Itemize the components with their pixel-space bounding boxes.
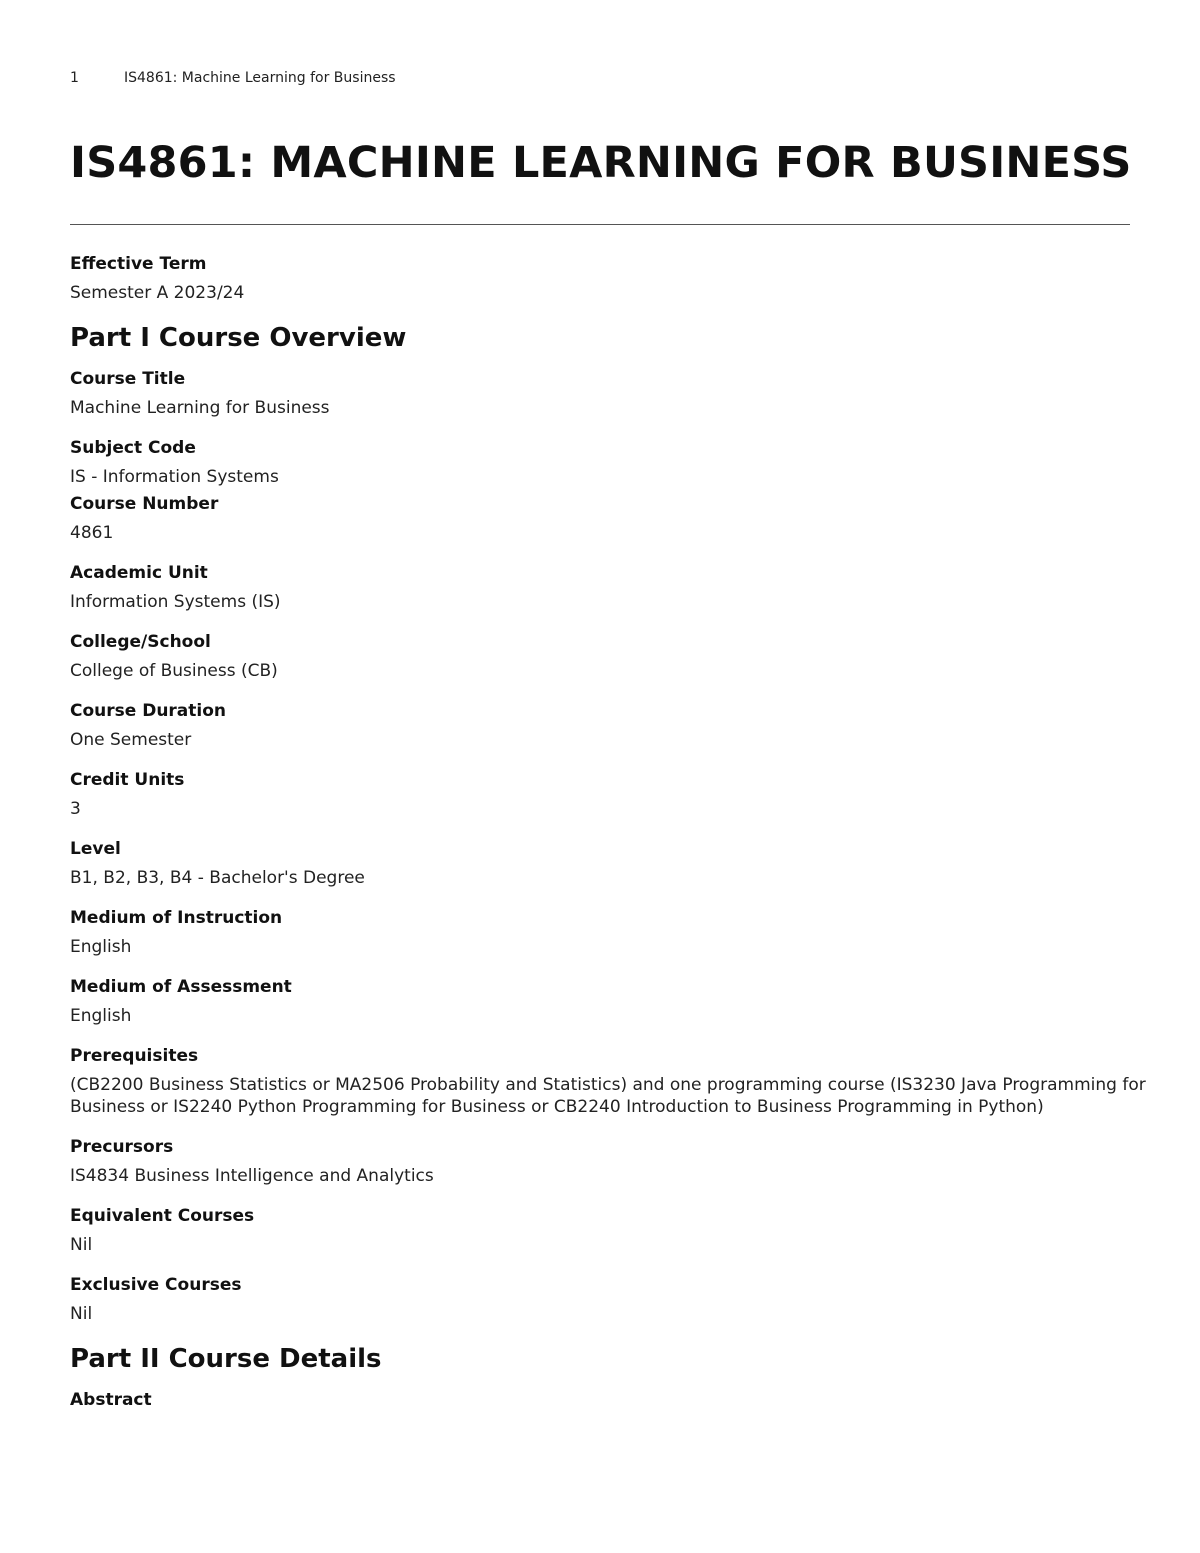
section-heading-part-1: Part I Course Overview [70, 323, 407, 353]
field-credit-units [70, 768, 1170, 820]
field-value: One Semester [70, 730, 192, 750]
running-header-title: IS4861: Machine Learning for Business [124, 70, 396, 86]
document-body [70, 252, 1170, 1429]
field-label: Credit Units [70, 770, 185, 790]
field-label: Precursors [70, 1137, 174, 1157]
field-value: (CB2200 Business Statistics or MA2506 Probability and Statistics) and one programming course (IS3230 Java Programming for Business or IS2240 Python Programming for Business or CB2240 Introduction to Business Programming in Python) [70, 1075, 1146, 1117]
title-divider [70, 224, 1130, 225]
field-subject-code [70, 436, 1170, 488]
field-label: Equivalent Courses [70, 1206, 255, 1226]
field-value: Information Systems (IS) [70, 592, 281, 612]
field-effective-term [70, 252, 1170, 304]
running-header [70, 70, 396, 86]
field-value: IS4834 Business Intelligence and Analytics [70, 1166, 434, 1186]
field-course-title [70, 367, 1170, 419]
field-label: Effective Term [70, 254, 207, 274]
field-precursors [70, 1135, 1170, 1187]
section-heading-part-2: Part II Course Details [70, 1344, 382, 1374]
field-abstract [70, 1388, 1170, 1412]
field-value: Nil [70, 1304, 93, 1324]
field-label: Prerequisites [70, 1046, 199, 1066]
field-label: Medium of Assessment [70, 977, 292, 997]
document-title: IS4861: MACHINE LEARNING FOR BUSINESS [70, 138, 1132, 188]
field-value: Nil [70, 1235, 93, 1255]
field-course-number [70, 492, 1170, 544]
field-value: 3 [70, 799, 81, 819]
field-label: Subject Code [70, 438, 196, 458]
field-value: College of Business (CB) [70, 661, 278, 681]
field-label: Abstract [70, 1390, 152, 1410]
field-label: Level [70, 839, 121, 859]
field-medium-of-instruction [70, 906, 1170, 958]
field-value: Machine Learning for Business [70, 398, 330, 418]
field-label: College/School [70, 632, 211, 652]
field-value: IS - Information Systems [70, 467, 279, 487]
field-label: Course Number [70, 494, 219, 514]
field-prerequisites [70, 1044, 1170, 1118]
page-number: 1 [70, 70, 79, 86]
field-label: Academic Unit [70, 563, 208, 583]
field-course-duration [70, 699, 1170, 751]
field-level [70, 837, 1170, 889]
field-label: Exclusive Courses [70, 1275, 242, 1295]
field-value: English [70, 937, 132, 957]
field-equivalent-courses [70, 1204, 1170, 1256]
field-medium-of-assessment [70, 975, 1170, 1027]
field-exclusive-courses [70, 1273, 1170, 1325]
field-label: Medium of Instruction [70, 908, 283, 928]
field-label: Course Title [70, 369, 186, 389]
field-value: B1, B2, B3, B4 - Bachelor's Degree [70, 868, 365, 888]
field-value: Semester A 2023/24 [70, 283, 245, 303]
field-college-school [70, 630, 1170, 682]
field-label: Course Duration [70, 701, 227, 721]
field-value: 4861 [70, 523, 114, 543]
field-academic-unit [70, 561, 1170, 613]
field-value: English [70, 1006, 132, 1026]
